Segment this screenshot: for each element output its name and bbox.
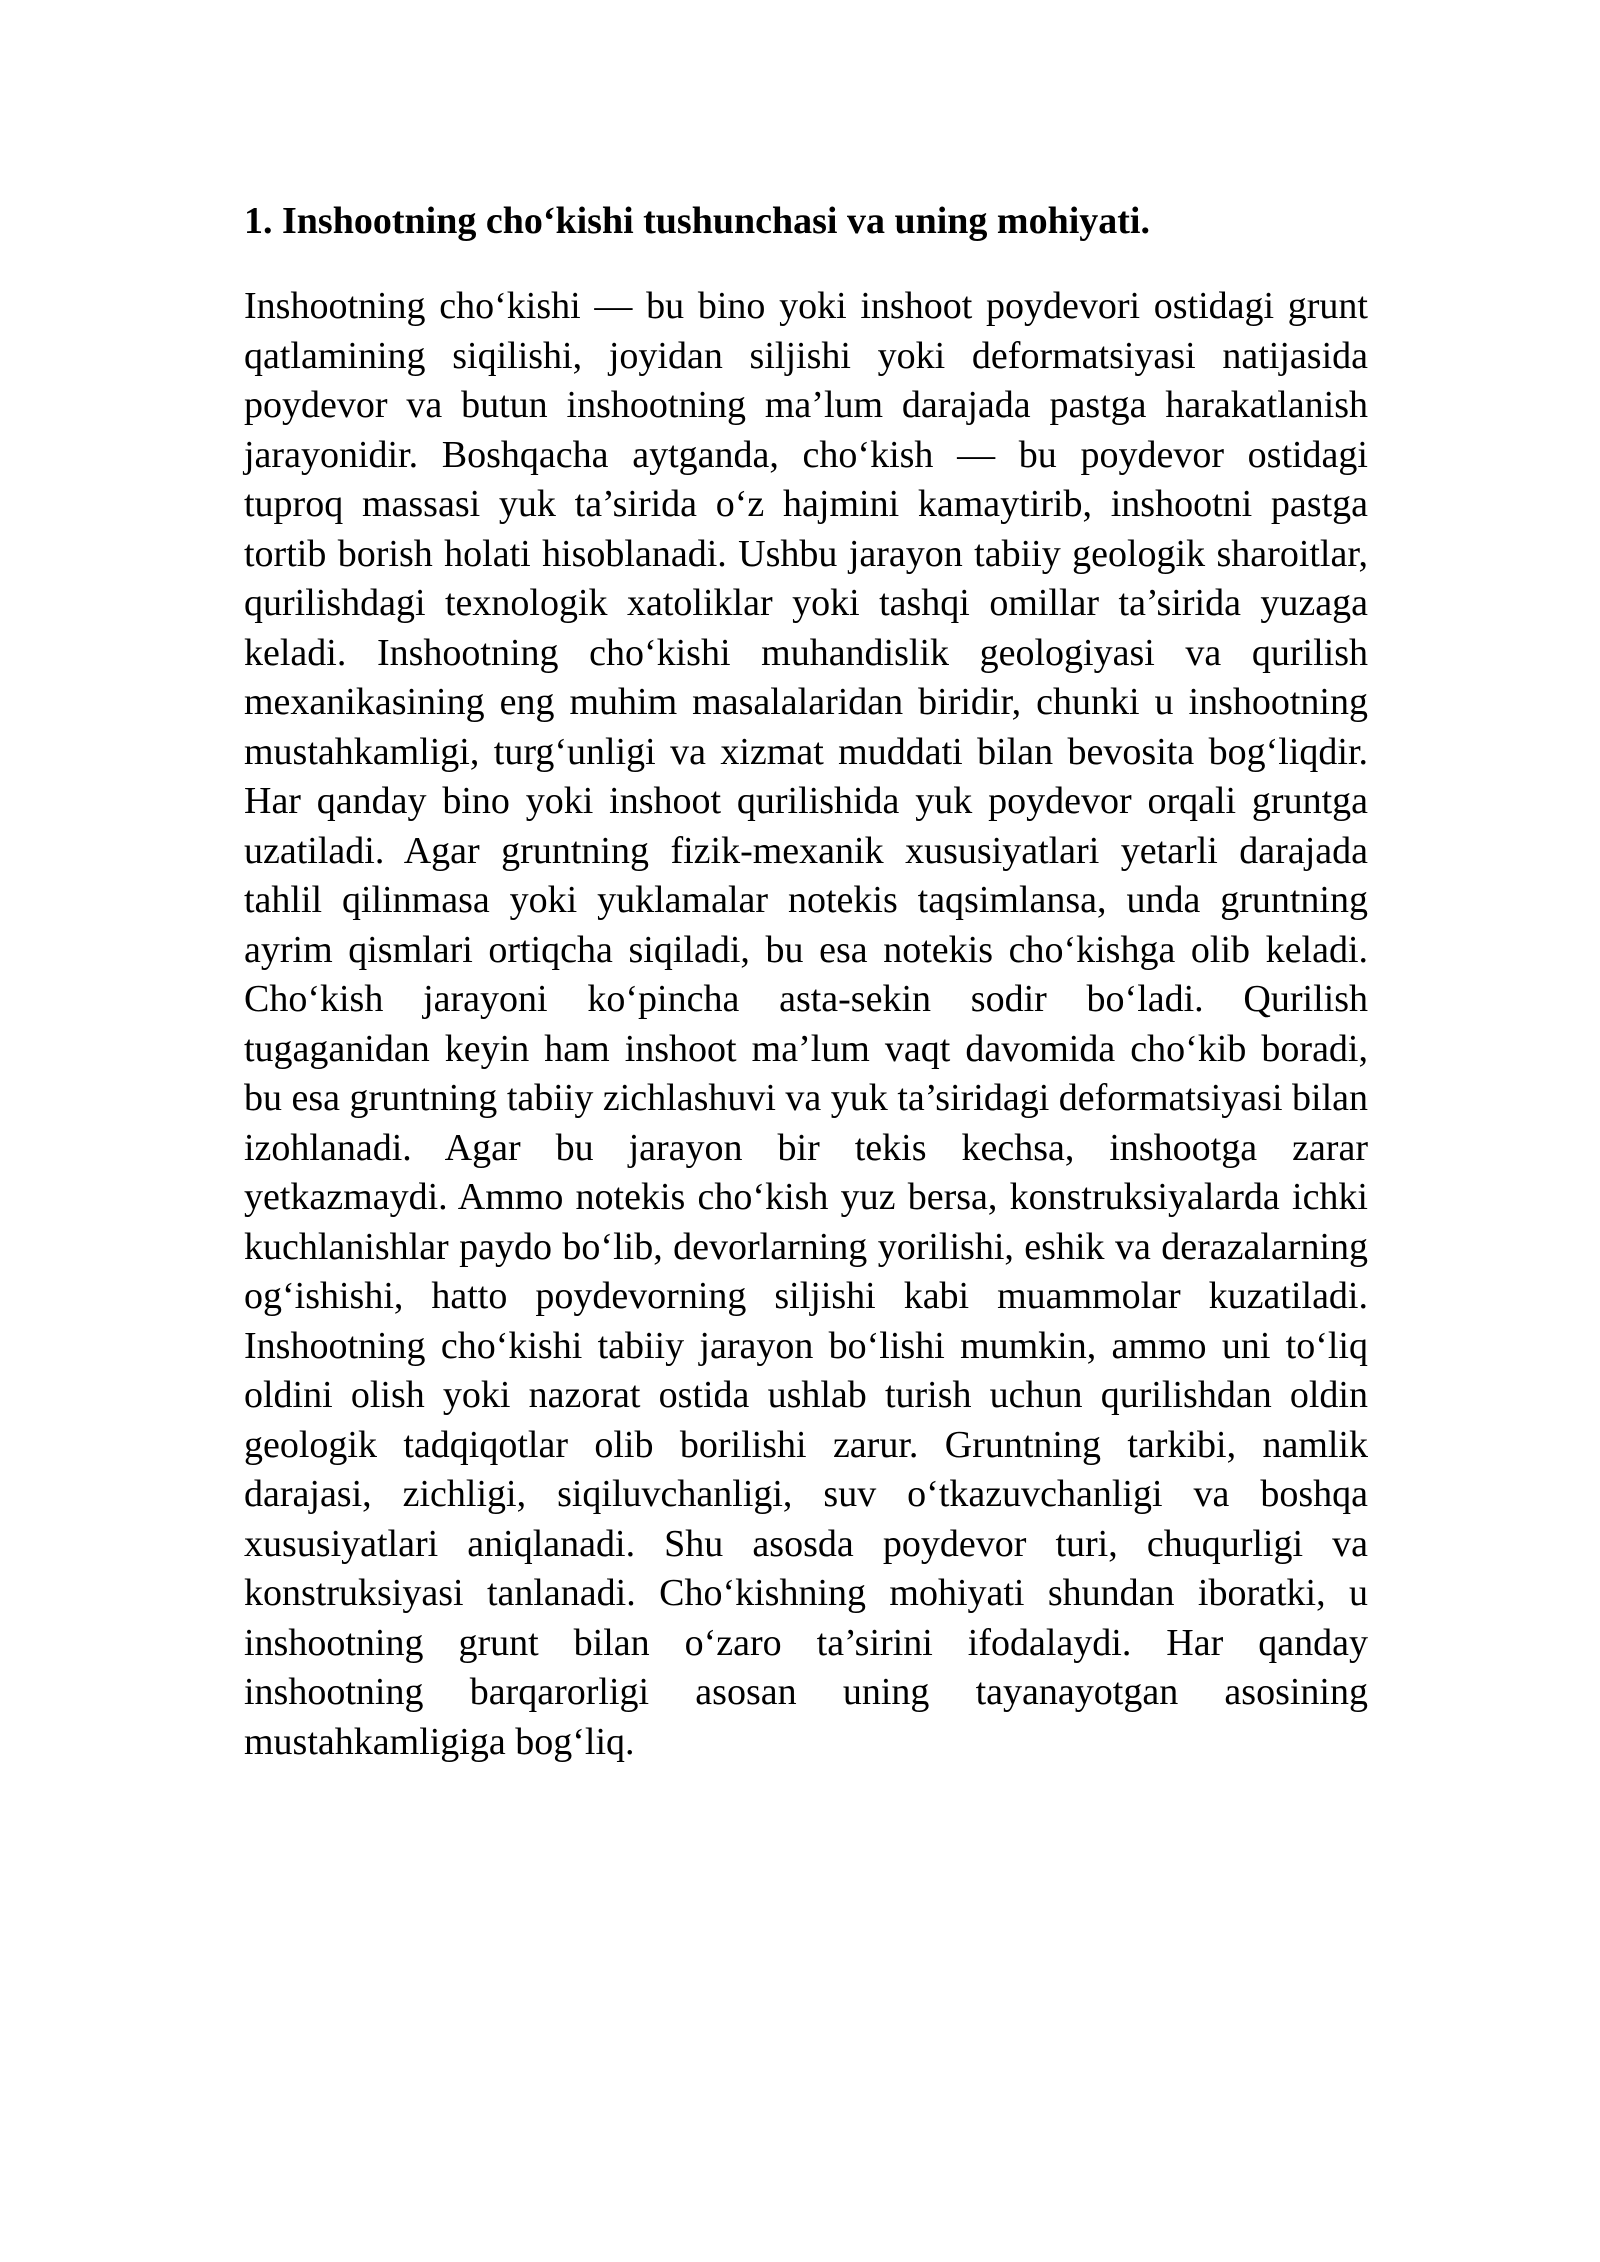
document-content xyxy=(244,196,1368,1767)
section-heading: 1. Inshootning cho‘kishi tushunchasi va uning mohiyati. xyxy=(244,200,1150,242)
body-paragraph: Inshootning cho‘kishi — bu bino yoki inshoot poydevori ostidagi grunt qatlamining siqilishi, joyidan siljishi yoki deformatsiyasi natijasida poydevor va butun inshootning ma’lum darajada pastga harakatlanish jarayonidir. Boshqacha aytganda, cho‘kish — bu poydevor ostidagi tuproq massasi yuk ta’sirida o‘z hajmini kamaytirib, inshootni pastga tortib borish holati hisoblanadi. Ushbu jarayon tabiiy geologik sharoitlar, qurilishdagi texnologik xatoliklar yoki tashqi omillar ta’sirida yuzaga keladi. Inshootning cho‘kishi muhandislik geologiyasi va qurilish mexanikasining eng muhim masalalaridan biridir, chunki u inshootning mustahkamligi, turg‘unligi va xizmat muddati bilan bevosita bog‘liqdir. Har qanday bino yoki inshoot qurilishida yuk poydevor orqali gruntga uzatiladi. Agar gruntning fizik-mexanik xususiyatlari yetarli darajada tahlil qilinmasa yoki yuklamalar notekis taqsimlansa, unda gruntning ayrim qismlari ortiqcha siqiladi, bu esa notekis cho‘kishga olib keladi. Cho‘kish jarayoni ko‘pincha asta-sekin sodir bo‘ladi. Qurilish tugaganidan keyin ham inshoot ma’lum vaqt davomida cho‘kib boradi, bu esa gruntning tabiiy zichlashuvi va yuk ta’siridagi deformatsiyasi bilan izohlanadi. Agar bu jarayon bir tekis kechsa, inshootga zarar yetkazmaydi. Ammo notekis cho‘kish yuz bersa, konstruksiyalarda ichki kuchlanishlar paydo bo‘lib, devorlarning yorilishi, eshik va derazalarning og‘ishishi, hatto poydevorning siljishi kabi muammolar kuzatiladi. Inshootning cho‘kishi tabiiy jarayon bo‘lishi mumkin, ammo uni to‘liq oldini olish yoki nazorat ostida ushlab turish uchun qurilishdan oldin geologik tadqiqotlar olib borilishi zarur. Gruntning tarkibi, namlik darajasi, zichligi, siqiluvchanligi, suv o‘tkazuvchanligi va boshqa xususiyatlari aniqlanadi. Shu asosda poydevor turi, chuqurligi va konstruksiyasi tanlanadi. Cho‘kishning mohiyati shundan iboratki, u inshootning grunt bilan o‘zaro ta’sirini ifodalaydi. Har qanday inshootning barqarorligi asosan uning tayanayotgan asosining mustahkamligiga bog‘liq. xyxy=(244,285,1368,1763)
